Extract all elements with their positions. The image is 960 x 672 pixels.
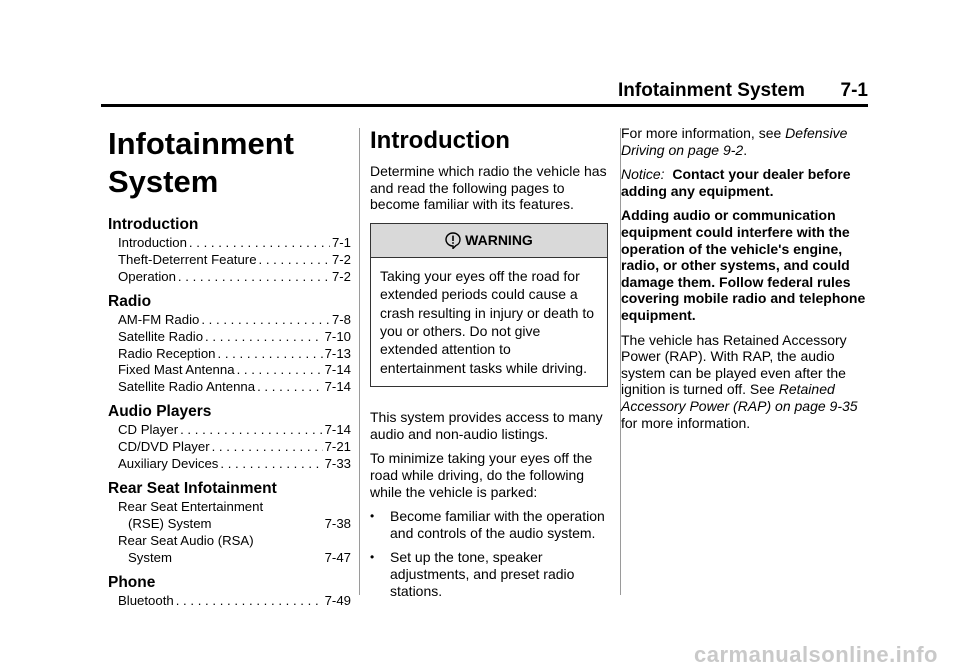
- toc-entry[interactable]: Rear Seat Audio (RSA) System 7-47: [118, 532, 351, 565]
- toc-entry[interactable]: Radio Reception . . . 7-13: [108, 346, 351, 363]
- toc-entry[interactable]: Theft-Deterrent Feature . . . 7-2: [108, 252, 351, 269]
- chapter-toc-column: [108, 125, 351, 616]
- paragraph: Determine which radio the vehicle has and read the following pages to become familiar with its features.: [370, 163, 607, 213]
- toc-section: [108, 479, 351, 567]
- warning-box: [370, 223, 608, 387]
- toc-entry[interactable]: Auxiliary Devices . . . 7-33: [108, 456, 351, 473]
- bullet-icon: •: [370, 509, 375, 524]
- watermark: carmanualsonline.info: [694, 642, 938, 667]
- bullet-icon: •: [370, 550, 375, 565]
- header-title: Infotainment System: [618, 80, 805, 101]
- warning-icon: [445, 232, 461, 249]
- page-number: 7-1: [840, 80, 868, 101]
- notice-label: Notice:: [621, 166, 665, 183]
- paragraph: The vehicle has Retained Accessory Power (RAP). With RAP, the audio system can be played even after the ignition is turned off. See Retained Accessory Power (RAP) on page 9-35 for more information.: [621, 331, 858, 431]
- toc-section-title: Audio Players: [108, 403, 212, 421]
- notice: Notice: Contact your dealer before adding any equipment.: [621, 166, 851, 199]
- toc-entry[interactable]: Satellite Radio Antenna . . . 7-14: [108, 379, 351, 396]
- toc-section: [108, 573, 351, 610]
- notice-paragraph: Adding audio or communication equipment could interfere with the operation of the vehicle's engine, radio, or other systems, and could damage them. Follow federal rules covering mobile radio and telephone equipment.: [621, 207, 866, 323]
- toc-section: [108, 402, 351, 473]
- introduction-column: [370, 125, 608, 607]
- warning-label: WARNING: [465, 231, 533, 248]
- toc-section-title: Phone: [108, 573, 156, 591]
- toc-entry[interactable]: CD Player . . . 7-14: [108, 422, 351, 439]
- toc-section: [108, 215, 351, 286]
- section-title: Introduction: [370, 127, 510, 154]
- cross-reference-link[interactable]: Defensive Driving on page 9-2: [621, 125, 848, 158]
- toc-entry[interactable]: CD/DVD Player . . . 7-21: [108, 439, 351, 456]
- toc-entry[interactable]: Fixed Mast Antenna . . . 7-14: [108, 362, 351, 379]
- chapter-title: Infotainment System: [108, 126, 294, 199]
- bullet-item: • Set up the tone, speaker adjustments, and preset radio stations.: [370, 549, 575, 599]
- toc-section: [108, 292, 351, 397]
- page-header: [618, 80, 868, 102]
- paragraph: For more information, see Defensive Driving on page 9-2.: [621, 125, 848, 158]
- cross-reference-link[interactable]: Retained Accessory Power (RAP) on page 9-35: [621, 381, 858, 414]
- toc-section-title: Radio: [108, 292, 152, 310]
- toc-entry[interactable]: Operation . . . 7-2: [108, 269, 351, 286]
- header-rule: [101, 104, 868, 107]
- info-column: [621, 125, 871, 439]
- paragraph: This system provides access to many audio and non-audio listings.: [370, 409, 603, 442]
- paragraph: To minimize taking your eyes off the road while driving, do the following while the vehicle is parked:: [370, 450, 593, 500]
- warning-text: Taking your eyes off the road for extended periods could cause a crash resulting in injury or death to you or others. Do not give extended attention to entertainment tasks while driving.: [380, 267, 594, 376]
- toc-section-title: Rear Seat Infotainment: [108, 479, 277, 497]
- toc-entry[interactable]: Introduction . . . 7-1: [108, 235, 351, 252]
- toc-entry[interactable]: AM-FM Radio . . . 7-8: [108, 312, 351, 329]
- toc-entry[interactable]: Rear Seat Entertainment (RSE) System 7-38: [118, 498, 351, 531]
- bullet-item: • Become familiar with the operation and controls of the audio system.: [370, 508, 605, 541]
- toc-entry[interactable]: Bluetooth . . . 7-49: [108, 593, 351, 610]
- toc-entry[interactable]: Satellite Radio . . . 7-10: [108, 329, 351, 346]
- toc-section-title: Introduction: [108, 216, 199, 233]
- warning-header: [371, 224, 607, 258]
- column-divider: [359, 128, 360, 595]
